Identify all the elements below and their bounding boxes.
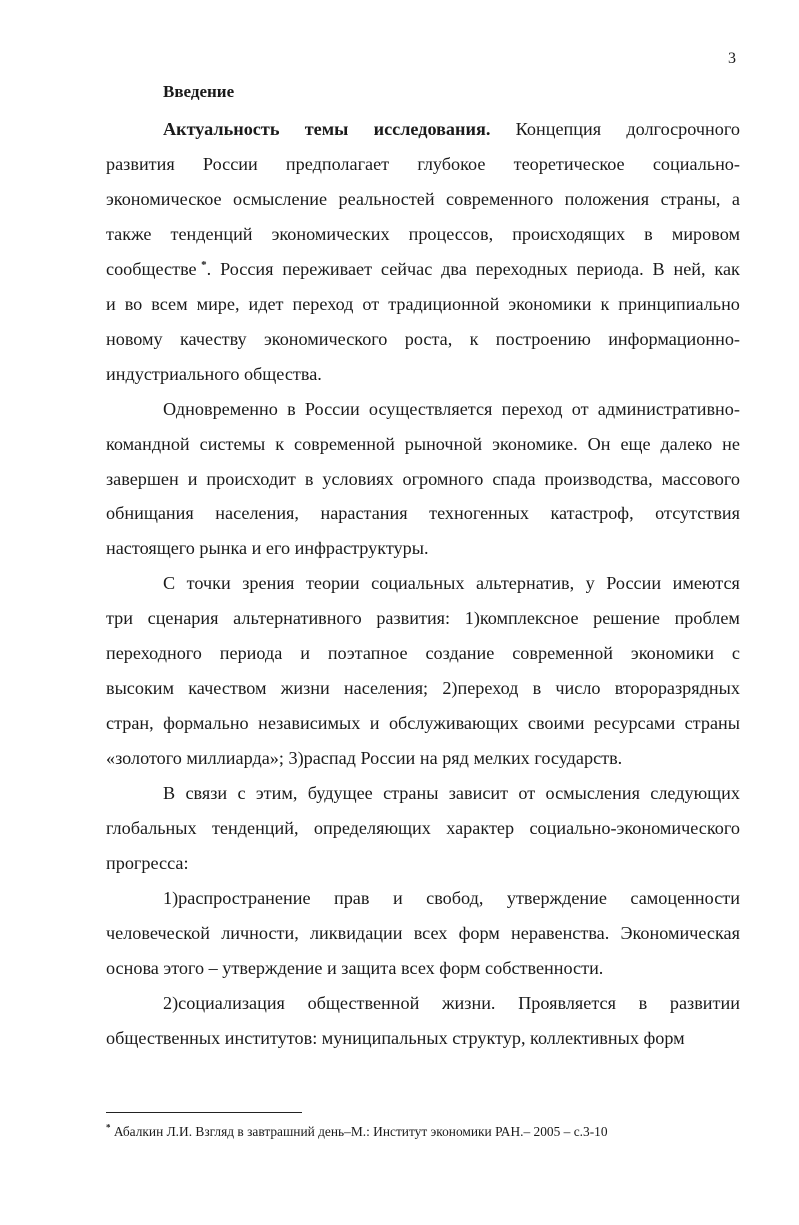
text-line [163, 572, 740, 594]
word: еще [620, 433, 651, 454]
word: своими [527, 713, 585, 734]
text-line [106, 328, 740, 350]
word: Актуальность [163, 119, 280, 139]
word: характер [446, 818, 515, 838]
word: экономике. [492, 433, 578, 454]
word: а [731, 188, 740, 209]
word: предполагает [285, 153, 390, 174]
word: и [392, 887, 403, 908]
word: 2)переход [442, 678, 519, 699]
word: Он [587, 433, 611, 454]
word: ней, [673, 258, 706, 279]
word: периода [219, 643, 283, 664]
text-line: индустриального общества. [106, 363, 322, 384]
word: всем [151, 293, 188, 314]
word: прав [333, 887, 370, 908]
word: экономики [630, 643, 715, 664]
text-line [106, 468, 740, 490]
footnote-mark: * [106, 1122, 111, 1133]
word: альтернативного [233, 608, 362, 629]
word: мире, [196, 293, 240, 314]
word: создание [425, 643, 495, 664]
text-line [106, 817, 740, 839]
word: зависит [448, 783, 509, 804]
word: от [571, 398, 589, 419]
word: глубокое [417, 153, 486, 174]
word: осмысление [233, 188, 328, 209]
text-line [163, 398, 740, 420]
word: далеко [660, 433, 713, 454]
word: Россия [220, 258, 274, 279]
line-text: сообществе *. [106, 258, 212, 279]
word: качеству [179, 328, 247, 349]
word: 1)распространение [163, 887, 311, 908]
word: утверждение [506, 887, 607, 908]
word: от [362, 293, 380, 314]
word: производства, [544, 468, 653, 489]
word: ресурсами [593, 713, 676, 734]
word: рыночной [404, 433, 483, 454]
word: три [106, 608, 133, 629]
word: теоретическое [513, 153, 625, 174]
word: реальностей [338, 188, 435, 209]
word: самоценности [630, 887, 740, 908]
word: в [287, 398, 296, 419]
word: В [652, 258, 665, 279]
word: России [202, 153, 258, 174]
word: населения, [215, 503, 299, 524]
word: к [600, 293, 610, 314]
word: высоким [106, 678, 175, 699]
word: имеются [672, 573, 740, 594]
word: формально [163, 713, 249, 734]
footnote-divider [106, 1112, 302, 1113]
word: форм [458, 922, 500, 943]
word: экономических [271, 223, 390, 244]
word: с [731, 643, 740, 664]
word: долгосрочного [626, 119, 740, 139]
word: переход [501, 398, 563, 419]
word: личности, [221, 922, 299, 943]
text-line: основа этого – утверждение и защита всех форм собственности. [106, 957, 604, 978]
word: этим, [255, 783, 298, 804]
word: переживает [282, 258, 373, 279]
word: современной [512, 643, 614, 664]
text-line: «золотого миллиарда»; 3)распад России на ряд мелких государств. [106, 748, 623, 769]
word: и [369, 713, 380, 734]
word: темы [304, 119, 349, 139]
word: качеством [188, 678, 267, 699]
word: жизни. [441, 992, 496, 1013]
word: независимых [258, 713, 361, 734]
word: два [441, 258, 467, 279]
word: общественной [307, 992, 420, 1013]
word: развития [106, 153, 175, 174]
word: во [124, 293, 143, 314]
word: развитии [669, 992, 740, 1013]
word: исследования. [373, 119, 491, 139]
word: всех [413, 922, 448, 943]
word: не [722, 433, 740, 454]
word: традиционной [388, 293, 500, 314]
word: социально- [652, 153, 740, 174]
text-line: общественных институтов: муниципальных структур, коллективных форм [106, 1027, 685, 1048]
word: мировом [671, 223, 740, 244]
text-line [106, 188, 740, 210]
word: обслуживающих [388, 713, 519, 734]
word: обнищания [106, 503, 194, 524]
text-line [106, 433, 740, 455]
text-line [106, 607, 740, 629]
word: страны [383, 783, 439, 804]
word: 1)комплексное [464, 608, 579, 629]
text-line: прогресса: [106, 852, 189, 873]
word: зрения [242, 573, 295, 594]
word: периода. [576, 258, 644, 279]
word: глобальных [106, 818, 197, 838]
section-heading: Введение [163, 82, 235, 101]
word: и [187, 468, 198, 489]
word: поэтапное [327, 643, 408, 664]
word: сейчас [380, 258, 433, 279]
word: следующих [650, 783, 740, 804]
word: от [518, 783, 536, 804]
word: осуществляется [368, 398, 493, 419]
word: России [606, 573, 662, 594]
text-line [106, 153, 740, 175]
word: и [106, 293, 116, 314]
word: В [163, 783, 176, 804]
text-line [163, 118, 740, 140]
word: завершен [106, 468, 179, 489]
word: точки [186, 573, 231, 594]
footnote-text: Абалкин Л.И. Взгляд в завтрашний день–М.: Институт экономики РАН.– 2005 – с.3-10 [113, 1124, 608, 1139]
word: построению [495, 328, 591, 349]
footnote-reference: * [201, 258, 207, 271]
word: жизни [280, 678, 330, 699]
word: в [304, 468, 314, 489]
word: нарастания [320, 503, 408, 524]
text-line [163, 782, 740, 804]
word: человеческой [106, 922, 210, 943]
word: переход [292, 293, 354, 314]
word: спада [492, 468, 536, 489]
footnote [106, 1124, 608, 1140]
word: положения [564, 188, 650, 209]
word: современного [446, 188, 554, 209]
word: осмысления [545, 783, 640, 804]
text-line [106, 258, 740, 280]
text-line [106, 502, 740, 524]
word: решение [593, 608, 660, 629]
word: отсутствия [655, 503, 740, 524]
word: в [532, 678, 542, 699]
word: происходит [206, 468, 296, 489]
word: определяющих [313, 818, 431, 838]
word: тенденций [170, 223, 253, 244]
word: Одновременно [163, 398, 278, 419]
word: условиях [322, 468, 394, 489]
word: идет [248, 293, 284, 314]
word: также [106, 223, 152, 244]
word: современной [294, 433, 395, 454]
word: альтернатив, [475, 573, 575, 594]
word: 2)социализация [163, 992, 285, 1013]
word: ликвидации [309, 922, 403, 943]
word: социально-экономического [529, 818, 740, 838]
word: массового [661, 468, 740, 489]
word: переходных [475, 258, 568, 279]
word: экономического [264, 328, 388, 349]
word: с [237, 783, 246, 804]
word: процессов, [408, 223, 494, 244]
word: информационно- [608, 328, 740, 349]
word: в [638, 992, 648, 1013]
word: экономическое [106, 188, 222, 209]
word: Экономическая [620, 922, 740, 943]
text-line [106, 922, 740, 944]
word: проблем [674, 608, 740, 629]
word: как [714, 258, 740, 279]
word: Концепция [515, 119, 602, 139]
word: техногенных [429, 503, 529, 524]
text-line [163, 887, 740, 909]
text-line [106, 712, 740, 734]
word: новому [106, 328, 163, 349]
word: сценария [147, 608, 219, 629]
word: у [585, 573, 595, 594]
word: число [555, 678, 601, 699]
word: С [163, 573, 176, 594]
text-line: настоящего рынка и его инфраструктуры. [106, 538, 429, 559]
word: неравенства. [511, 922, 610, 943]
word: России [304, 398, 360, 419]
word: катастроф, [550, 503, 634, 524]
word: к [469, 328, 479, 349]
word: системы [199, 433, 266, 454]
text-line [106, 677, 740, 699]
word: страны, [660, 188, 721, 209]
word: административно- [597, 398, 740, 419]
text-line [106, 223, 740, 245]
word: тенденций, [211, 818, 299, 838]
word: и [300, 643, 310, 664]
word: происходящих [512, 223, 626, 244]
word: огромного [402, 468, 484, 489]
word: будущее [307, 783, 373, 804]
word: командной [106, 433, 190, 454]
word: экономики [508, 293, 592, 314]
word: социальных [371, 573, 465, 594]
word: связи [185, 783, 228, 804]
word: второразрядных [614, 678, 740, 699]
page-number: 3 [728, 50, 736, 67]
word: развития: [376, 608, 451, 629]
word: стран, [106, 713, 154, 734]
word: страны [684, 713, 740, 734]
word: переходного [106, 643, 202, 664]
text-line [163, 992, 740, 1014]
word: роста, [404, 328, 453, 349]
word: Проявляется [518, 992, 616, 1013]
word: в [644, 223, 653, 244]
text-line [106, 293, 740, 315]
word: свобод, [426, 887, 484, 908]
word: принципиально [618, 293, 740, 314]
text-line [106, 642, 740, 664]
word: к [275, 433, 285, 454]
word: населения; [343, 678, 429, 699]
word: теории [305, 573, 360, 594]
